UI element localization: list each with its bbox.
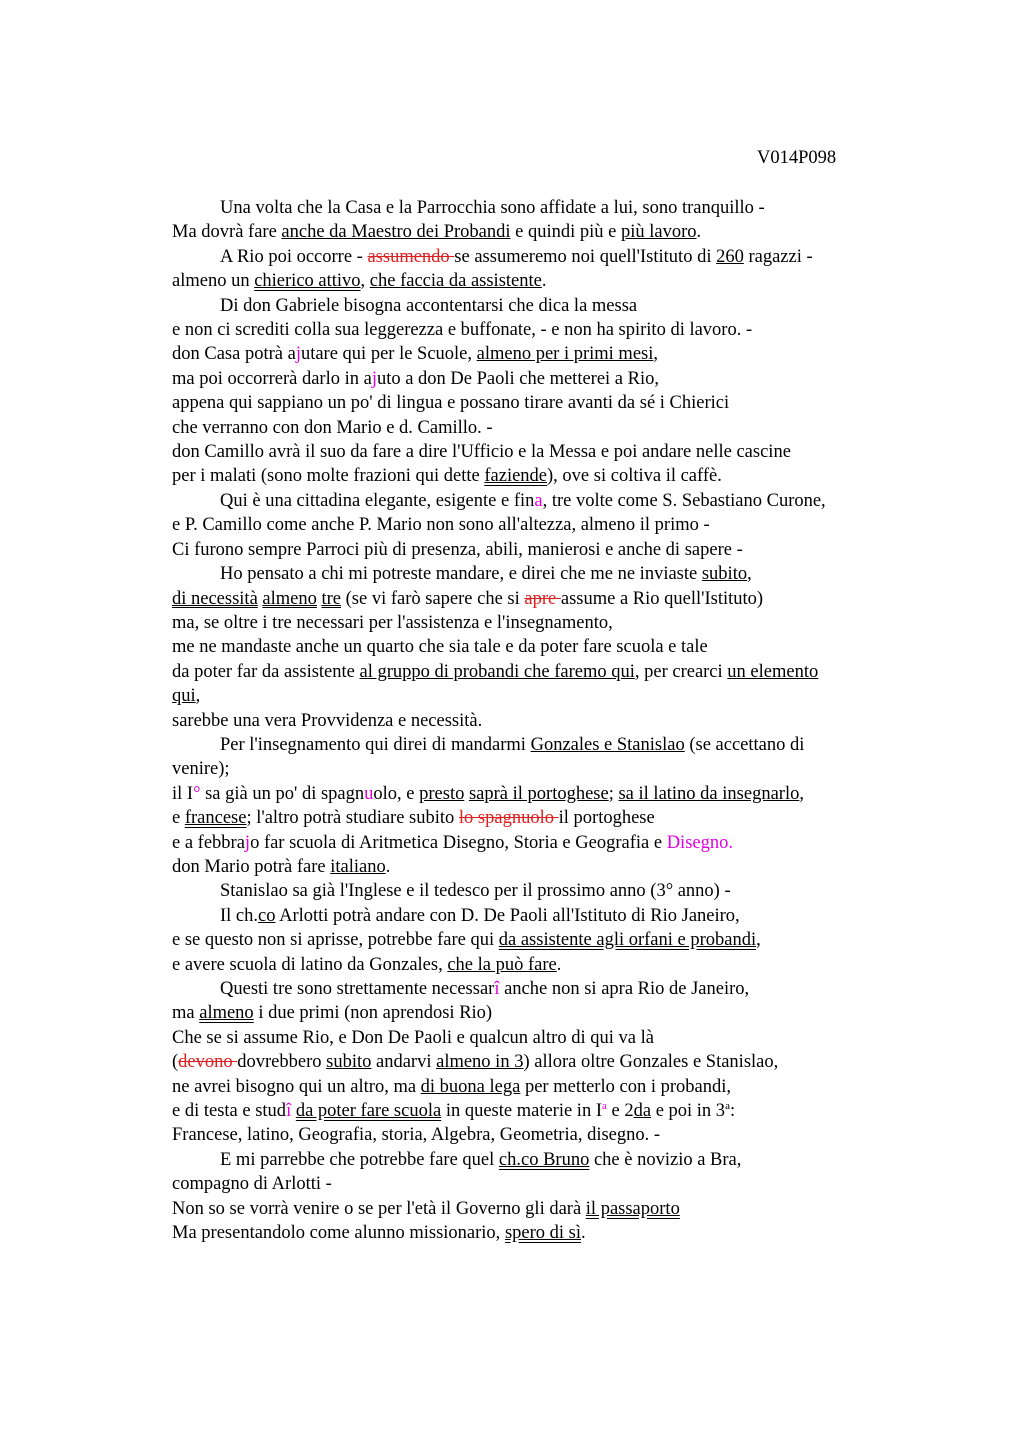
deleted-text: apre: [524, 588, 561, 609]
text-segment: e P. Camillo come anche P. Mario non sono all'altezza, almeno il primo -: [172, 515, 710, 536]
text-line: [172, 220, 912, 244]
underlined-text: saprà il portoghese: [468, 783, 609, 804]
text-segment: andarvi: [371, 1052, 437, 1073]
deleted-text: devono: [178, 1052, 238, 1073]
text-segment: il I: [172, 783, 194, 804]
text-segment: ; l'altro potrà studiare subito: [246, 808, 459, 829]
text-line: [172, 831, 912, 855]
page-id: V014P098: [757, 148, 837, 168]
underlined-text: almeno: [199, 1003, 254, 1024]
text-segment: don Camillo avrà il suo da fare a dire l'Ufficio e la Messa e poi andare nelle cascine: [172, 442, 791, 463]
underlined-text: subito: [326, 1052, 372, 1073]
text-segment: A Rio poi occorre -: [220, 246, 368, 267]
text-line: [172, 928, 912, 952]
text-line: [172, 733, 912, 757]
underlined-text: da assistente agli orfani e probandi: [498, 930, 757, 951]
text-segment: ragazzi -: [743, 246, 813, 267]
underlined-text: il passaporto: [585, 1198, 680, 1219]
text-segment: (se vi farò sapere che si: [341, 588, 525, 609]
text-segment: e se questo non si aprisse, potrebbe fare qui: [172, 930, 499, 951]
text-segment: da poter far da assistente: [172, 661, 360, 682]
text-segment: Ho pensato a chi mi potreste mandare, e direi che me ne inviaste: [220, 564, 702, 585]
text-segment: .: [581, 1223, 586, 1244]
text-line: [172, 611, 912, 635]
text-line: [172, 1026, 912, 1050]
text-segment: e a febbra: [172, 832, 245, 853]
text-segment: Arlotti potrà andare con D. De Paoli all'Istituto di Rio Janeiro,: [275, 905, 740, 926]
text-line: [172, 904, 912, 928]
text-segment: Una volta che la Casa e la Parrocchia sono affidate a lui, sono tranquillo -: [220, 198, 765, 218]
text-segment: Non so se vorrà venire o se per l'età il Governo gli darà: [172, 1198, 586, 1219]
text-line: [172, 1075, 912, 1099]
text-segment: ne avrei bisogno qui un altro, ma: [172, 1076, 421, 1097]
underlined-text: ch.co Bruno: [498, 1149, 590, 1170]
underlined-text: da poter fare scuola: [295, 1101, 442, 1122]
text-segment: (: [172, 1052, 179, 1073]
underlined-text: più lavoro: [621, 222, 697, 243]
text-segment: appena qui sappiano un po' di lingua e possano tirare avanti da sé i Chierici: [172, 393, 730, 414]
letter-body: [172, 196, 912, 1245]
underlined-text: italiano: [330, 856, 386, 877]
text-segment: Ma presentandolo come alunno missionario,: [172, 1223, 505, 1244]
text-segment: Qui è una cittadina elegante, esigente e fin: [220, 490, 535, 511]
text-segment: ma: [172, 1003, 200, 1024]
underlined-text: Gonzales e Stanislao: [530, 734, 685, 755]
text-segment: anche non si apra Rio de Janeiro,: [499, 979, 750, 999]
underlined-text: 260: [716, 246, 744, 267]
text-segment: (se accettano di: [684, 734, 805, 755]
text-line: [172, 1197, 912, 1221]
text-line: [172, 879, 912, 903]
text-line: [172, 1099, 912, 1123]
text-line: [172, 1172, 912, 1196]
highlighted-text: j: [295, 344, 301, 365]
underlined-text: faziende: [484, 466, 548, 487]
text-line: [172, 342, 912, 366]
text-line: [172, 660, 912, 684]
underlined-text: che la può fare: [447, 954, 557, 975]
underlined-text: almeno per i primi mesi: [476, 344, 654, 365]
text-line: [172, 269, 912, 293]
text-line: [172, 684, 912, 708]
underlined-text: tre: [321, 588, 342, 609]
text-segment: che verranno con don Mario e d. Camillo. -: [172, 417, 493, 438]
text-line: [172, 391, 912, 415]
highlighted-text: Disegno: [666, 832, 729, 853]
underlined-text: di necessità: [172, 588, 258, 609]
text-segment: Il ch.: [220, 905, 259, 926]
text-line: [172, 245, 912, 269]
underlined-text: da: [633, 1101, 652, 1122]
text-segment: e: [172, 808, 185, 829]
text-line: [172, 416, 912, 440]
text-segment: assume a Rio quell'Istituto): [560, 588, 764, 609]
highlighted-text: a: [534, 490, 543, 511]
underlined-text: presto: [419, 783, 465, 804]
text-segment: E mi parrebbe che potrebbe fare quel: [220, 1149, 499, 1170]
highlighted-text: j: [371, 368, 377, 389]
text-line: [172, 953, 912, 977]
highlighted-text: °: [193, 783, 201, 804]
underlined-text: al gruppo di probandi che faremo qui: [359, 661, 635, 682]
text-line: [172, 464, 912, 488]
highlighted-text: j: [244, 832, 251, 853]
text-segment: venire);: [172, 759, 230, 780]
deleted-text: lo spagnuolo: [458, 808, 559, 829]
text-segment: sarebbe una vera Provvidenza e necessità.: [172, 710, 483, 731]
underlined-text: almeno: [262, 588, 317, 609]
text-segment: ,: [653, 344, 659, 365]
underlined-text: chierico attivo: [254, 271, 361, 292]
text-segment: ,: [195, 686, 201, 707]
text-line: [172, 1123, 912, 1147]
text-segment: dovrebbero: [237, 1052, 327, 1073]
text-segment: , tre volte come S. Sebastiano Curone,: [542, 490, 826, 511]
text-segment: olo, e: [373, 783, 420, 804]
highlighted-text: î: [494, 979, 500, 999]
text-line: [172, 562, 912, 586]
text-line: [172, 1001, 912, 1025]
text-line: [172, 709, 912, 733]
highlighted-text: î: [286, 1101, 292, 1122]
text-line: [172, 367, 912, 391]
text-segment: ), ove si coltiva il caffè.: [547, 466, 722, 487]
text-segment: il portoghese: [558, 808, 655, 829]
text-segment: uto a don De Paoli che metterei a Rio,: [376, 368, 659, 389]
text-segment: ma poi occorrerà darlo in a: [172, 368, 372, 389]
text-segment: Ci furono sempre Parroci più di presenza, abili, manierosi e anche di sapere -: [172, 539, 743, 560]
text-segment: ,: [756, 930, 761, 951]
text-line: [172, 635, 912, 659]
text-segment: ma, se oltre i tre necessari per l'assistenza e l'insegnamento,: [172, 612, 613, 633]
text-segment: compagno di Arlotti -: [172, 1174, 332, 1195]
text-line: [172, 855, 912, 879]
text-segment: ,: [799, 783, 804, 804]
text-segment: e avere scuola di latino da Gonzales,: [172, 954, 448, 975]
underlined-text: anche da Maestro dei Probandi: [281, 222, 511, 243]
underlined-text: subito: [701, 564, 748, 585]
text-line: [172, 782, 912, 806]
text-segment: :: [729, 1101, 736, 1122]
text-line: [172, 440, 912, 464]
text-line: [172, 513, 912, 537]
text-segment: , per crearci: [634, 661, 728, 682]
text-segment: .: [696, 222, 702, 243]
text-segment: almeno un: [172, 271, 255, 292]
text-segment: Questi tre sono strettamente necessar: [220, 979, 495, 999]
highlighted-text: a: [601, 1100, 607, 1113]
text-line: [172, 1148, 912, 1172]
text-line: [172, 196, 912, 220]
text-segment: ,: [747, 564, 752, 585]
text-segment: in queste materie in I: [441, 1101, 602, 1122]
highlighted-text: u: [364, 783, 374, 804]
underlined-text: un elemento: [727, 661, 819, 682]
text-segment: sa già un po' di spagn: [200, 783, 365, 804]
text-line: [172, 1050, 912, 1074]
text-segment: me ne mandaste anche un quarto che sia tale e da poter fare scuola e tale: [172, 637, 708, 658]
text-line: [172, 587, 912, 611]
text-segment: Ma dovrà fare: [172, 222, 282, 243]
text-line: [172, 757, 912, 781]
text-segment: don Casa potrà a: [172, 344, 296, 365]
underlined-text: che faccia da assistente: [369, 271, 542, 292]
text-segment: Francese, latino, Geografia, storia, Algebra, Geometria, disegno. -: [172, 1125, 661, 1146]
text-segment: i due primi (non aprendosi Rio): [253, 1003, 493, 1024]
text-segment: per metterlo con i probandi,: [520, 1076, 731, 1097]
text-line: [172, 318, 912, 342]
text-segment: e non ci screditi colla sua leggerezza e buffonate, - e non ha spirito di lavoro. -: [172, 320, 753, 341]
text-segment: ) allora oltre Gonzales e Stanislao,: [523, 1052, 779, 1073]
text-segment: e di testa e stud: [172, 1101, 287, 1122]
text-line: [172, 977, 912, 1001]
text-line: [172, 489, 912, 513]
text-segment: Per l'insegnamento qui direi di mandarmi: [220, 734, 531, 755]
text-line: [172, 538, 912, 562]
text-segment: ;: [608, 783, 619, 804]
text-segment: che è novizio a Bra,: [589, 1149, 742, 1170]
text-segment: e poi in 3: [651, 1101, 726, 1122]
text-segment: .: [541, 271, 547, 292]
text-segment: o far scuola di Aritmetica Disegno, Storia e Geografia e: [250, 832, 667, 853]
superscript-text: a: [725, 1100, 730, 1113]
text-segment: Che se si assume Rio, e Don De Paoli e qualcun altro di qui va là: [172, 1027, 654, 1048]
text-segment: don Mario potrà fare: [172, 856, 331, 877]
text-segment: utare qui per le Scuole,: [300, 344, 477, 365]
text-segment: e quindi più e: [510, 222, 621, 243]
underlined-text: almeno in 3: [436, 1052, 524, 1073]
underlined-text: di buona lega: [420, 1076, 521, 1097]
text-segment: ,: [360, 271, 370, 292]
underlined-text: co: [258, 905, 276, 926]
text-line: [172, 806, 912, 830]
underlined-text: qui: [172, 686, 196, 707]
highlighted-text: .: [728, 832, 733, 853]
underlined-text: francese: [184, 808, 247, 829]
text-line: [172, 294, 912, 318]
text-segment: Stanislao sa già l'Inglese e il tedesco per il prossimo anno (3° anno) -: [220, 881, 731, 902]
text-segment: e 2: [606, 1101, 634, 1122]
text-segment: Di don Gabriele bisogna accontentarsi che dica la messa: [220, 295, 638, 316]
deleted-text: assumendo: [367, 246, 455, 267]
text-segment: se assumeremo noi quell'Istituto di: [454, 246, 717, 267]
text-segment: per i malati (sono molte frazioni qui dette: [172, 466, 485, 487]
underlined-text: sa il latino da insegnarlo: [618, 783, 800, 804]
underlined-text: spero di sì: [504, 1223, 581, 1244]
text-segment: .: [385, 856, 391, 877]
text-line: [172, 1221, 912, 1245]
text-segment: .: [556, 954, 562, 975]
